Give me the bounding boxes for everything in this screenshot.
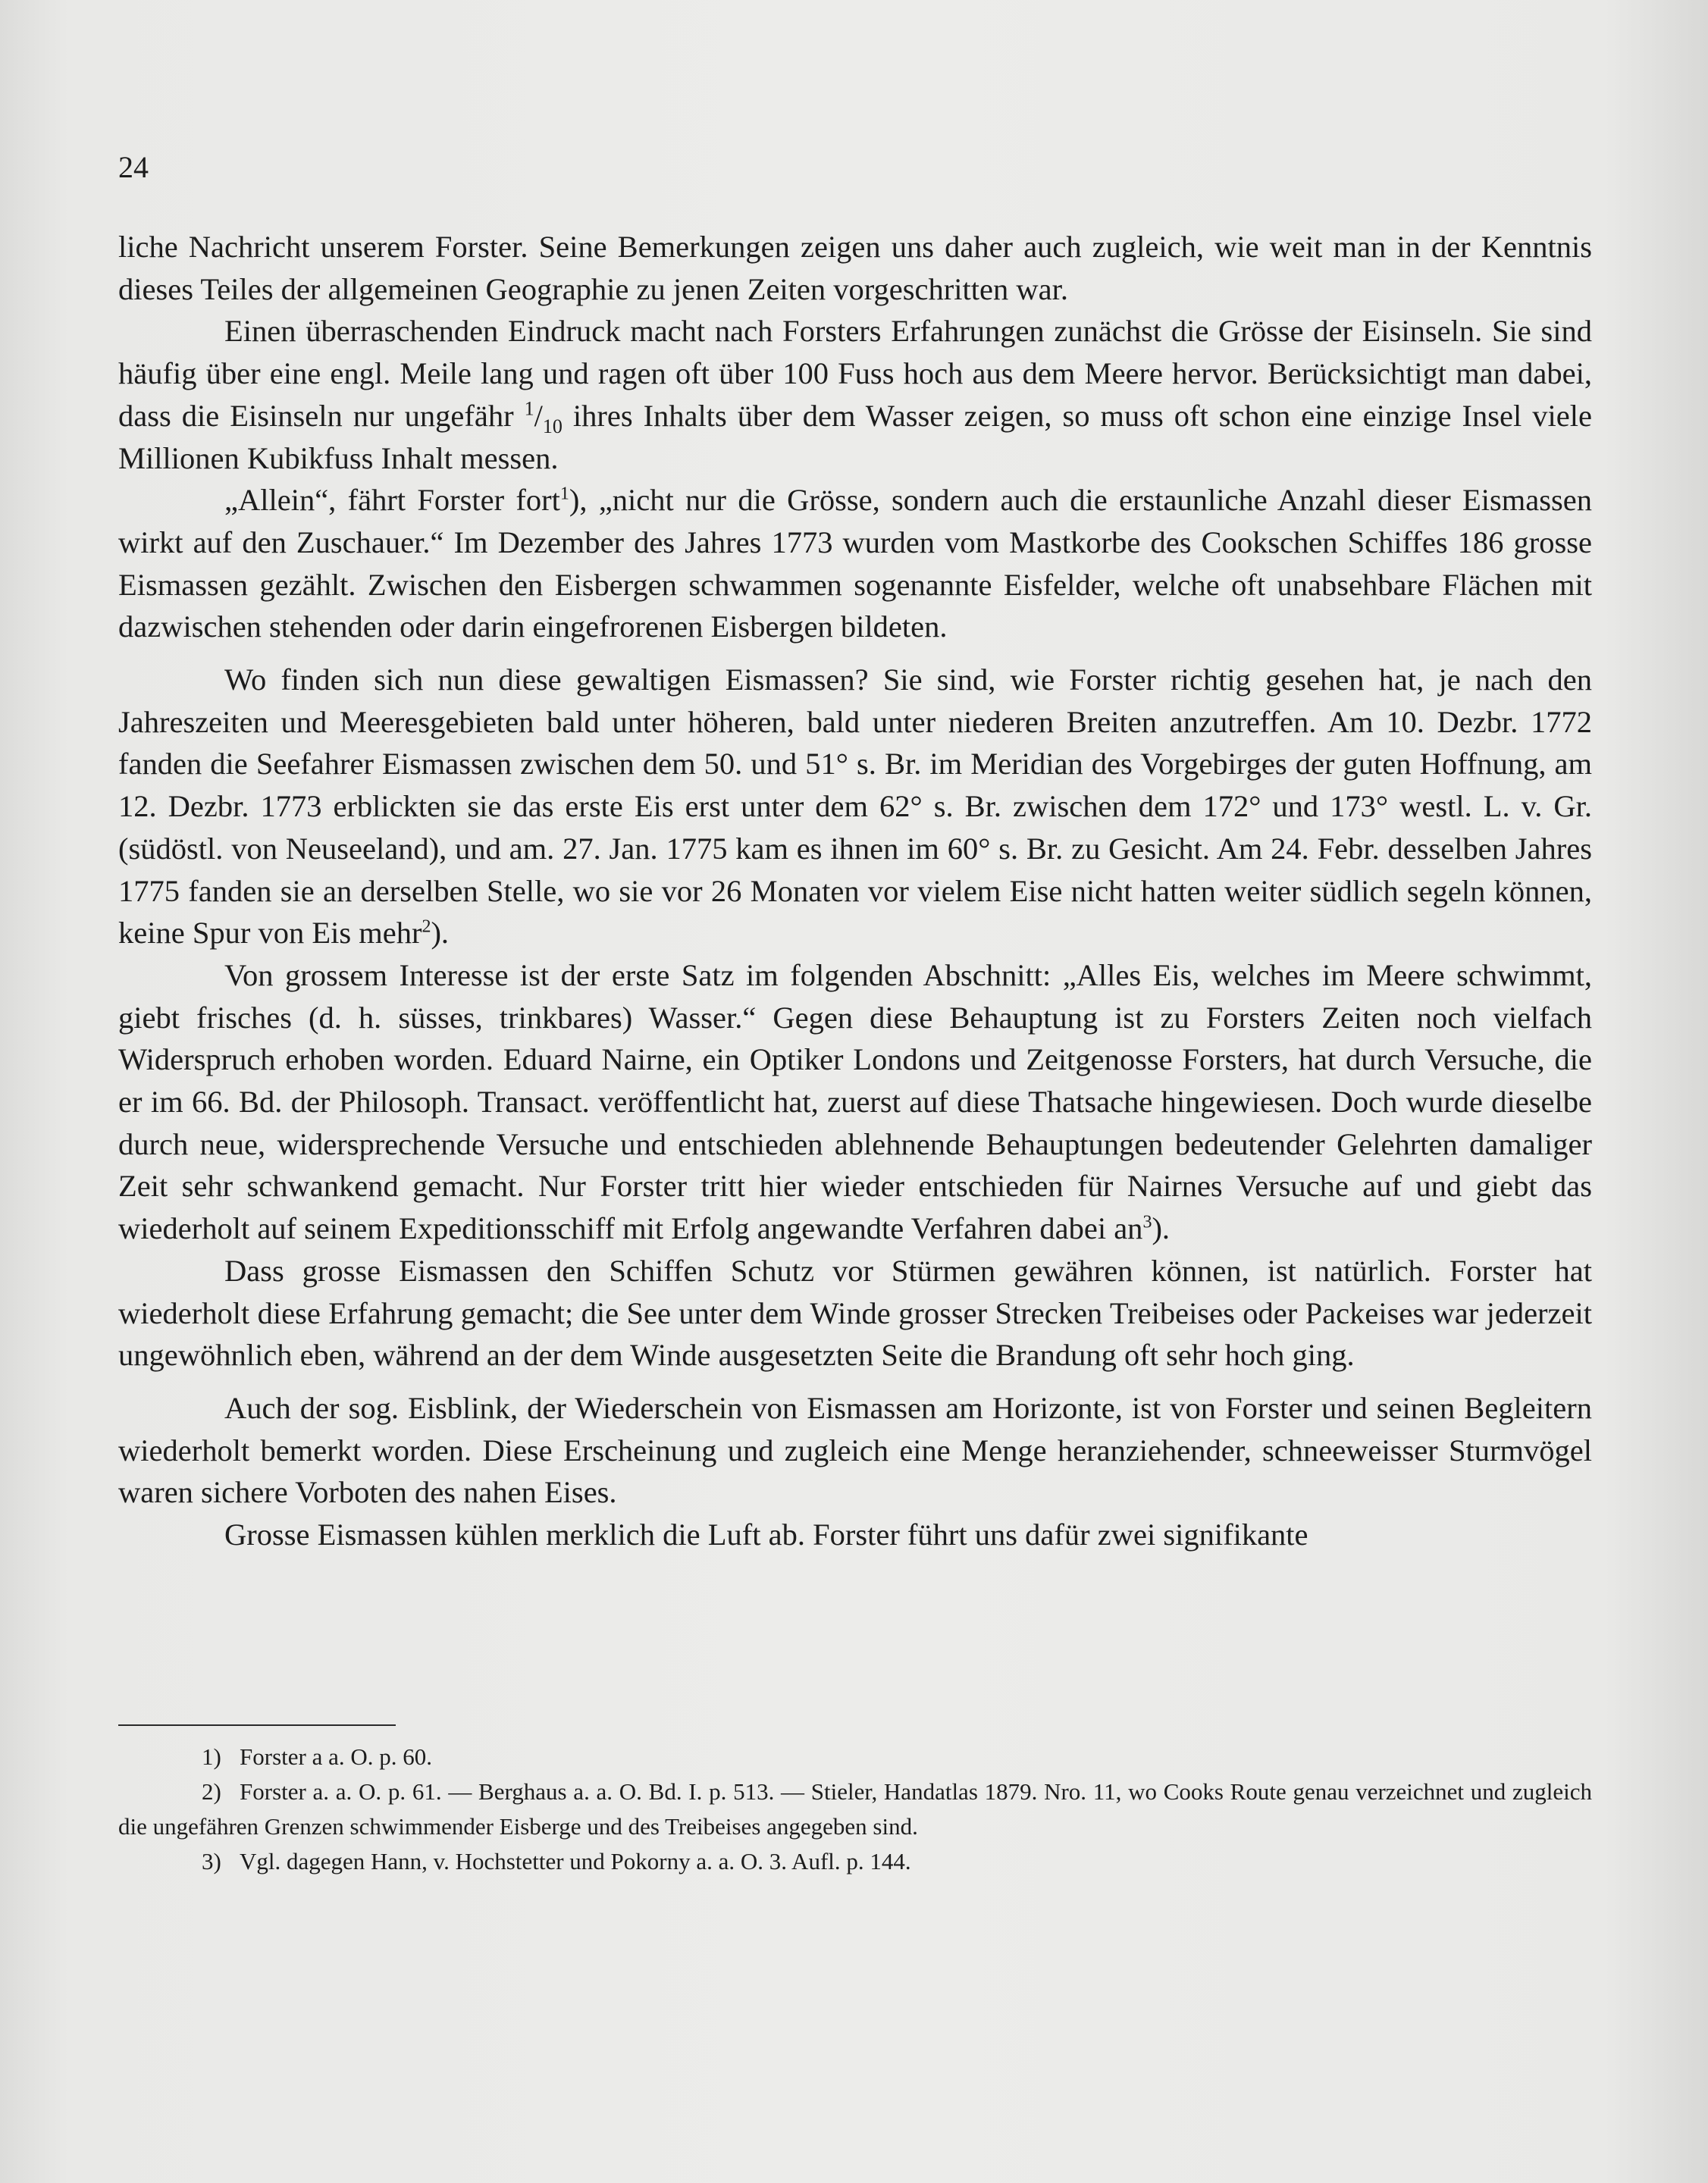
text-run: ). [1152,1211,1171,1246]
footnote-divider [118,1724,396,1726]
footnote-text: Forster a a. O. p. 60. [240,1743,432,1770]
body-text [118,226,1592,1556]
text-run: Einen überraschenden Eindruck macht nach Forsters Erfahrungen zunächst die Grösse der Eisinseln. Sie sind häufig über eine engl. Meile lang und ragen oft über 100 Fuss hoch aus dem Meere hervor. Berücksichtigt man dabei, dass die Eisinseln nur ungefähr [118,314,1592,433]
footnote-ref: 1 [559,484,569,504]
footnote [118,1740,1592,1774]
paragraph [118,659,1592,954]
fraction-denominator: 10 [542,415,563,437]
text-run: Auch der sog. Eisblink, der Wiederschein von Eismassen am Horizonte, ist von Forster und seinen Begleitern wiederholt bemerkt worden. Diese Erscheinung und zugleich eine Menge heranziehender, schneeweisser Sturmvögel waren sichere Vorboten des nahen Eises. [118,1390,1592,1510]
paragraph [118,479,1592,648]
footnote-ref: 2 [422,916,431,937]
footnote-mark: 2) [202,1778,221,1805]
page-number: 24 [118,150,149,184]
fraction-numerator: 1 [524,397,534,420]
text-run: ihres Inhalts über dem Wasser zeigen, so muss oft schon eine einzige Insel viele Millionen Kubikfuss Inhalt messen. [118,398,1592,475]
footnotes [118,1740,1592,1879]
paragraph [118,310,1592,479]
text-run: Grosse Eismassen kühlen merklich die Luft ab. Forster führt uns dafür zwei signifikante [224,1517,1308,1552]
paragraph [118,1387,1592,1514]
paragraph [118,954,1592,1250]
text-run: Dass grosse Eismassen den Schiffen Schutz vor Stürmen gewähren können, ist natürlich. Forster hat wiederholt diese Erfahrung gemacht; die See unter dem Winde grosser Strecken Treibeises oder Packeises war jederzeit ungewöhnlich eben, während an der dem Winde ausgesetzten Seite die Brandung oft sehr hoch ging. [118,1253,1592,1373]
footnote-text: Forster a. a. O. p. 61. — Berghaus a. a. O. Bd. I. p. 513. — Stieler, Handatlas 1879. Nro. 11, wo Cooks Route genau verzeichnet und zugleich die ungefähren Grenzen schwimmender Eisberge und des Treibeises angegeben sind. [118,1778,1592,1840]
paragraph [118,1250,1592,1377]
text-run: Von grossem Interesse ist der erste Satz im folgenden Abschnitt: „Alles Eis, welches im Meere schwimmt, giebt frisches (d. h. süsses, trinkbares) Wasser.“ Gegen diese Behauptung ist zu Forsters Zeiten noch vielfach Widerspruch erhoben worden. Eduard Nairne, ein Optiker Londons und Zeitgenosse Forsters, hat durch Versuche, die er im 66. Bd. der Philosoph. Transact. veröffentlicht hat, zuerst auf diese Thatsache hingewiesen. Doch wurde dieselbe durch neue, widersprechende Versuche und entschieden ablehnende Behauptungen bedeutender Gelehrten damaliger Zeit sehr schwankend gemacht. Nur Forster tritt hier wieder entschieden für Nairnes Versuche auf und giebt das wiederholt auf seinem Expeditionsschiff mit Erfolg angewandte Verfahren dabei an [118,957,1592,1246]
footnote [118,1774,1592,1844]
paragraph [118,226,1592,310]
paragraph [118,1514,1592,1556]
footnote-mark: 1) [202,1743,221,1770]
text-run: ), „nicht nur die Grösse, sondern auch die erstaunliche Anzahl dieser Eismassen wirkt auf den Zuschauer.“ Im Dezember des Jahres 1773 wurden vom Mastkorbe des Cookschen Schiffes 186 grosse Eismassen gezählt. Zwischen den Eisbergen schwammen sogenannte Eisfelder, welche oft unabsehbare Flächen mit dazwischen stehenden oder darin eingefrorenen Eisbergen bildeten. [118,483,1592,644]
footnote-mark: 3) [202,1848,221,1874]
footnote-ref: 3 [1142,1212,1152,1232]
text-run: liche Nachricht unserem Forster. Seine Bemerkungen zeigen uns daher auch zugleich, wie weit man in der Kenntnis dieses Teiles der allgemeinen Geographie zu jenen Zeiten vorgeschritten war. [118,230,1592,306]
footnote [118,1844,1592,1879]
text-run: ). [431,916,450,951]
text-run: Wo finden sich nun diese gewaltigen Eismassen? Sie sind, wie Forster richtig gesehen hat, je nach den Jahreszeiten und Meeresgebieten bald unter höheren, bald unter niederen Breiten anzutreffen. Am 10. Dezbr. 1772 fanden die Seefahrer Eismassen zwischen dem 50. und 51° s. Br. im Meridian des Vorgebirges der guten Hoffnung, am 12. Dezbr. 1773 erblickten sie das erste Eis erst unter dem 62° s. Br. zwischen dem 172° und 173° westl. L. v. Gr. (südöstl. von Neuseeland), und am. 27. Jan. 1775 kam es ihnen im 60° s. Br. zu Gesicht. Am 24. Febr. desselben Jahres 1775 fanden sie an derselben Stelle, wo sie vor 26 Monaten vor vielem Eise nicht hatten weiter südlich segeln können, keine Spur von Eis mehr [118,662,1592,951]
fraction: $^1/_{10}$ [524,397,563,437]
footnote-text: Vgl. dagegen Hann, v. Hochstetter und Pokorny a. a. O. 3. Aufl. p. 144. [240,1848,911,1874]
text-run: „Allein“, fährt Forster fort [224,483,560,518]
